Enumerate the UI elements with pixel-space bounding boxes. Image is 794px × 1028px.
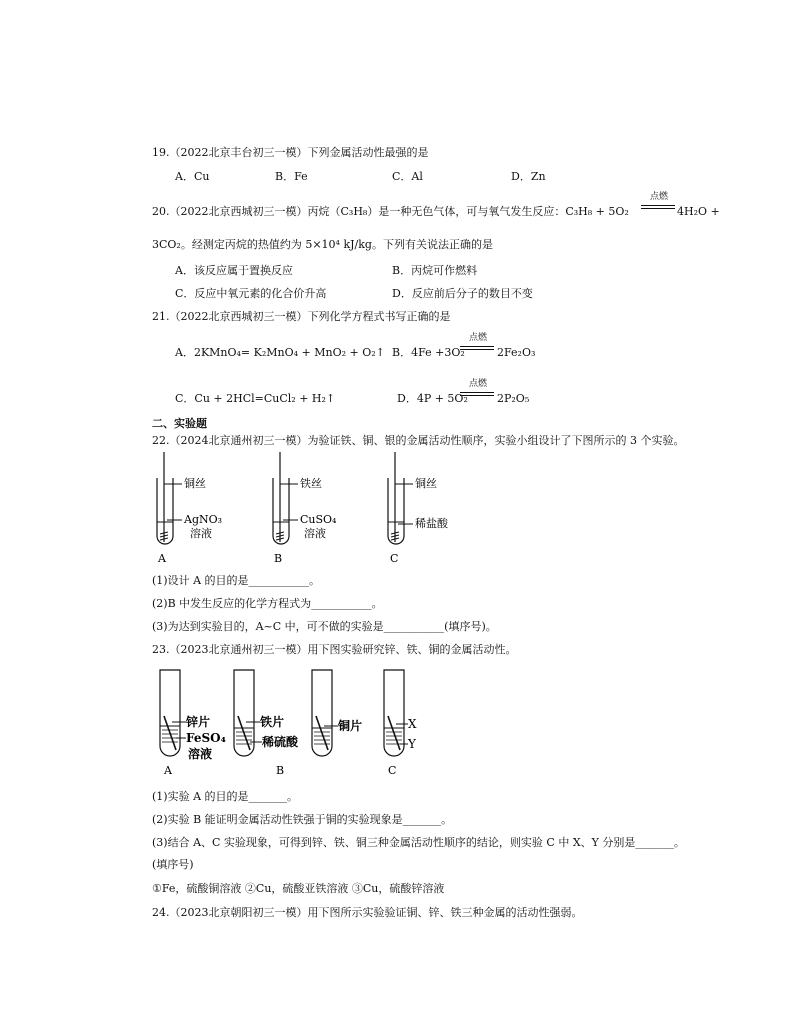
q23-sub-3-note: (填序号) <box>152 858 194 871</box>
q23-figure <box>150 664 440 778</box>
q22-tube-b-metal: 铁丝 <box>300 477 322 490</box>
q23-tube-a-sol1: FeSO₄ <box>186 731 226 745</box>
q22-tube-a-sol2: 溶液 <box>190 527 212 540</box>
q21-stem: 21.（2022北京西城初三一模）下列化学方程式书写正确的是 <box>152 310 451 323</box>
q24-stem: 24.（2023北京朝阳初三一模）用下图所示实验验证铜、锌、铁三种金属的活动性强弱。 <box>152 906 583 919</box>
q22-tube-c-tag: C <box>390 552 399 565</box>
q20-option-a: A．该反应属于置换反应 <box>175 264 293 277</box>
q20-option-b: B．丙烷可作燃料 <box>392 264 478 277</box>
q23-tube-c <box>384 670 417 777</box>
q21-option-b-arrow <box>460 346 494 350</box>
q23-tube-a <box>160 670 226 777</box>
q21-option-b-left: B．4Fe +3O₂ <box>392 346 465 359</box>
q23-tube-c-metal: X <box>408 717 417 731</box>
q20-condition: 点燃 <box>649 192 668 202</box>
q20-stem-c: 3CO₂。经测定丙烷的热值约为 5×10⁴ kJ/kg。下列有关说法正确的是 <box>152 238 493 251</box>
q23-tube-a-tag: A <box>164 764 172 777</box>
q19-option-b: B．Fe <box>275 170 308 183</box>
q22-tube-c-sol1: 稀盐酸 <box>415 517 448 530</box>
q22-tube-c <box>388 452 449 565</box>
q22-sub-3: (3)为达到实验目的，A~C 中，可不做的实验是___________(填序号)。 <box>152 620 497 633</box>
q19-option-d: D．Zn <box>511 170 546 183</box>
q21-option-a: A．2KMnO₄= K₂MnO₄ + MnO₂ + O₂↑ <box>175 346 385 359</box>
q23-tube-c-tag: C <box>388 764 397 777</box>
q23-tube-b <box>234 670 299 777</box>
q19-stem: 19.（2022北京丰台初三一模）下列金属活动性最强的是 <box>152 146 429 159</box>
q23-tube-a-sol2: 溶液 <box>188 747 213 761</box>
q22-figure <box>140 450 480 568</box>
q23-choices: ①Fe，硫酸铜溶液 ②Cu，硫酸亚铁溶液 ③Cu，硫酸锌溶液 <box>152 882 445 895</box>
q23-tube-b-tag: B <box>276 764 285 777</box>
q21-option-b-right: 2Fe₂O₃ <box>497 346 536 359</box>
q23-sub-1: (1)实验 A 的目的是_______。 <box>152 790 299 803</box>
q23-stem: 23.（2023北京通州初三一模）用下图实验研究锌、铁、铜的金属活动性。 <box>152 643 517 656</box>
q22-tube-a-metal: 铜丝 <box>184 477 206 490</box>
q23-sub-3: (3)结合 A、C 实验现象，可得到锌、铁、铜三种金属活动性顺序的结论，则实验 C 中 X、Y 分别是_______。 <box>152 836 685 849</box>
q21-option-d-arrow <box>460 392 494 396</box>
q22-tube-b-tag: B <box>274 552 283 565</box>
q22-sub-1: (1)设计 A 的目的是___________。 <box>152 574 321 587</box>
q22-tube-a <box>157 452 222 565</box>
q23-tube-a-metal: 锌片 <box>186 715 211 729</box>
q22-tube-b-sol2: 溶液 <box>304 527 326 540</box>
q22-tube-c-metal: 铜丝 <box>415 477 437 490</box>
q19-option-a: A．Cu <box>175 170 210 183</box>
q23-tube-copper <box>312 670 362 756</box>
q21-option-b-condition: 点燃 <box>468 333 487 343</box>
q22-sub-2: (2)B 中发生反应的化学方程式为___________。 <box>152 597 383 610</box>
q22-tube-b <box>273 452 337 565</box>
q20-equals-arrow <box>641 205 675 209</box>
q23-tube-copper-metal: 铜片 <box>338 719 363 733</box>
q23-tube-b-sol1: 稀硫酸 <box>262 735 299 749</box>
section-heading: 二、实验题 <box>152 417 207 430</box>
q23-tube-b-metal: 铁片 <box>260 715 285 729</box>
q21-option-d-condition: 点燃 <box>468 379 487 389</box>
q21-option-d-left: D．4P + 5O₂ <box>397 392 468 405</box>
q21-option-c: C．Cu + 2HCl=CuCl₂ + H₂↑ <box>175 392 336 405</box>
q20-option-d: D．反应前后分子的数目不变 <box>392 287 533 300</box>
q19-option-c: C．Al <box>392 170 423 183</box>
q20-stem-b: 4H₂O + <box>677 205 720 218</box>
q23-tube-c-sol1: Y <box>408 737 416 751</box>
q22-tube-a-sol1: AgNO₃ <box>184 513 223 526</box>
q23-sub-2: (2)实验 B 能证明金属活动性铁强于铜的实验现象是_______。 <box>152 813 453 826</box>
q22-stem: 22.（2024北京通州初三一模）为验证铁、铜、银的金属活动性顺序，实验小组设计了下图所示的 3 个实验。 <box>152 434 685 447</box>
q22-tube-a-tag: A <box>158 552 166 565</box>
q22-tube-b-sol1: CuSO₄ <box>300 513 337 526</box>
q20-option-c: C．反应中氧元素的化合价升高 <box>175 287 327 300</box>
q20-stem-a: 20.（2022北京西城初三一模）丙烷（C₃H₈）是一种无色气体，可与氧气发生反应：C₃H₈ + 5O₂ <box>152 205 629 218</box>
q21-option-d-right: 2P₂O₅ <box>497 392 530 405</box>
